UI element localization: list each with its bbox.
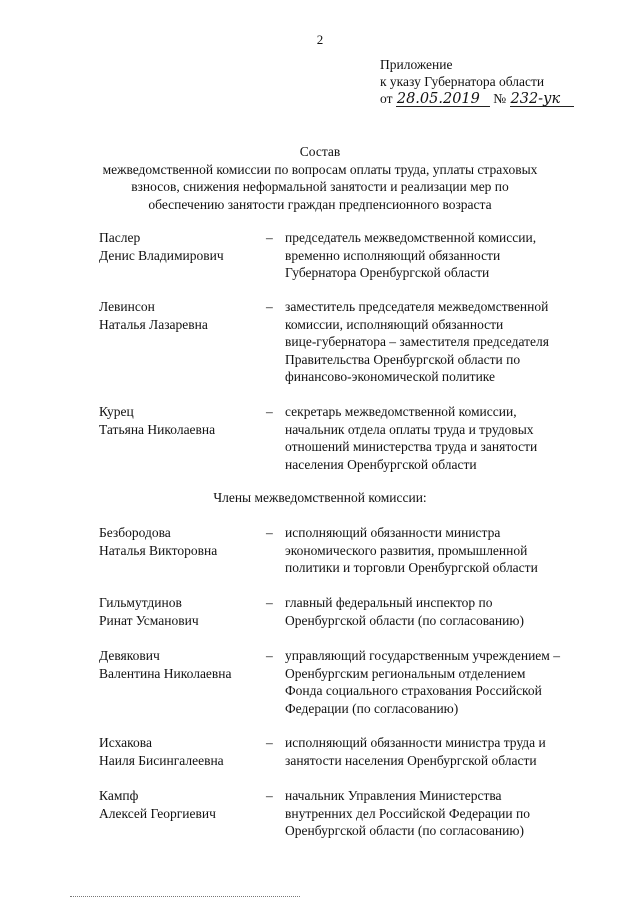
person-name xyxy=(99,403,259,438)
surname: Кампф xyxy=(99,788,139,803)
page-number: 2 xyxy=(316,32,324,47)
person-name xyxy=(99,734,259,769)
document-title xyxy=(60,143,580,213)
desc-line: управляющий государственным учреждением – xyxy=(285,648,560,663)
title-line: обеспечению занятости граждан предпенсионного возраста xyxy=(148,196,492,212)
title-heading: Состав xyxy=(299,144,341,159)
given-names: Наталья Викторовна xyxy=(99,542,218,558)
surname: Исхакова xyxy=(99,735,152,750)
person-name xyxy=(99,647,259,682)
given-names: Татьяна Николаевна xyxy=(99,421,216,437)
desc-line: исполняющий обязанности министра труда и xyxy=(285,735,546,750)
desc-line: заместитель председателя межведомственной xyxy=(285,299,549,314)
surname: Безбородова xyxy=(99,525,171,540)
surname: Паслер xyxy=(99,230,141,245)
date-prefix: от xyxy=(380,91,393,106)
position-description xyxy=(285,403,590,473)
desc-line: начальник Управления Министерства xyxy=(285,788,502,803)
surname: Курец xyxy=(99,404,134,419)
given-names: Алексей Георгиевич xyxy=(99,805,216,821)
person-name xyxy=(99,594,259,629)
desc-line: политики и торговли Оренбургской области xyxy=(285,560,538,575)
desc-line: Оренбургской области (по согласованию) xyxy=(285,823,524,838)
desc-line: финансово-экономической политике xyxy=(285,369,496,384)
desc-line: занятости населения Оренбургской области xyxy=(285,752,537,768)
desc-line: временно исполняющий обязанности xyxy=(285,247,501,263)
title-line: взносов, снижения неформальной занятости и реализации мер по xyxy=(131,179,509,194)
dash: – xyxy=(266,648,273,663)
desc-line: внутренних дел Российской Федерации по xyxy=(285,805,530,821)
surname: Гильмутдинов xyxy=(99,595,182,610)
person-name xyxy=(99,524,259,559)
desc-line: вице-губернатора – заместителя председателя xyxy=(285,334,549,349)
desc-line: председатель межведомственной комиссии, xyxy=(285,230,537,245)
scan-artifact xyxy=(70,896,300,900)
dash: – xyxy=(266,230,273,245)
desc-line: Оренбургским региональным отделением xyxy=(285,665,526,681)
desc-line: начальник отдела оплаты труда и трудовых xyxy=(285,421,534,437)
handwritten-date: 28.05.2019 xyxy=(396,92,490,107)
dash: – xyxy=(266,525,273,540)
appendix-date-number xyxy=(380,90,574,107)
surname: Левинсон xyxy=(99,299,155,314)
position-description xyxy=(285,594,590,629)
dash: – xyxy=(266,735,273,750)
dash: – xyxy=(266,299,273,314)
person-name xyxy=(99,787,259,822)
desc-line: Губернатора Оренбургской области xyxy=(285,265,490,280)
desc-line: комиссии, исполняющий обязанности xyxy=(285,316,504,332)
position-description xyxy=(285,647,590,717)
number-prefix: № xyxy=(493,91,507,106)
given-names: Ринат Усманович xyxy=(99,612,199,628)
desc-line: населения Оренбургской области xyxy=(285,456,477,472)
given-names: Денис Владимирович xyxy=(99,247,224,263)
handwritten-number: 232-ук xyxy=(510,92,574,107)
members-header: Члены межведомственной комиссии: xyxy=(213,490,427,505)
position-description xyxy=(285,298,590,386)
title-line: межведомственной комиссии по вопросам оплаты труда, уплаты страховых xyxy=(102,161,538,177)
desc-line: Фонда социального страхования Российской xyxy=(285,683,542,698)
person-name xyxy=(99,229,259,264)
appendix-block xyxy=(380,56,574,107)
desc-line: исполняющий обязанности министра xyxy=(285,525,501,540)
given-names: Наиля Бисингалеевна xyxy=(99,752,224,768)
desc-line: секретарь межведомственной комиссии, xyxy=(285,404,517,419)
dash: – xyxy=(266,595,273,610)
desc-line: Правительства Оренбургской области по xyxy=(285,351,521,367)
desc-line: отношений министерства труда и занятости xyxy=(285,439,538,454)
desc-line: Оренбургской области (по согласованию) xyxy=(285,612,524,628)
person-name xyxy=(99,298,259,333)
surname: Девякович xyxy=(99,648,160,663)
given-names: Наталья Лазаревна xyxy=(99,316,208,332)
position-description xyxy=(285,787,590,840)
appendix-title: Приложение xyxy=(380,57,453,72)
position-description xyxy=(285,229,590,282)
dash: – xyxy=(266,404,273,419)
desc-line: экономического развития, промышленной xyxy=(285,542,528,558)
given-names: Валентина Николаевна xyxy=(99,665,232,681)
dash: – xyxy=(266,788,273,803)
position-description xyxy=(285,524,590,577)
desc-line: главный федеральный инспектор по xyxy=(285,595,493,610)
position-description xyxy=(285,734,590,769)
desc-line: Федерации (по согласованию) xyxy=(285,700,459,716)
appendix-decree-ref: к указу Губернатора области xyxy=(380,74,545,89)
